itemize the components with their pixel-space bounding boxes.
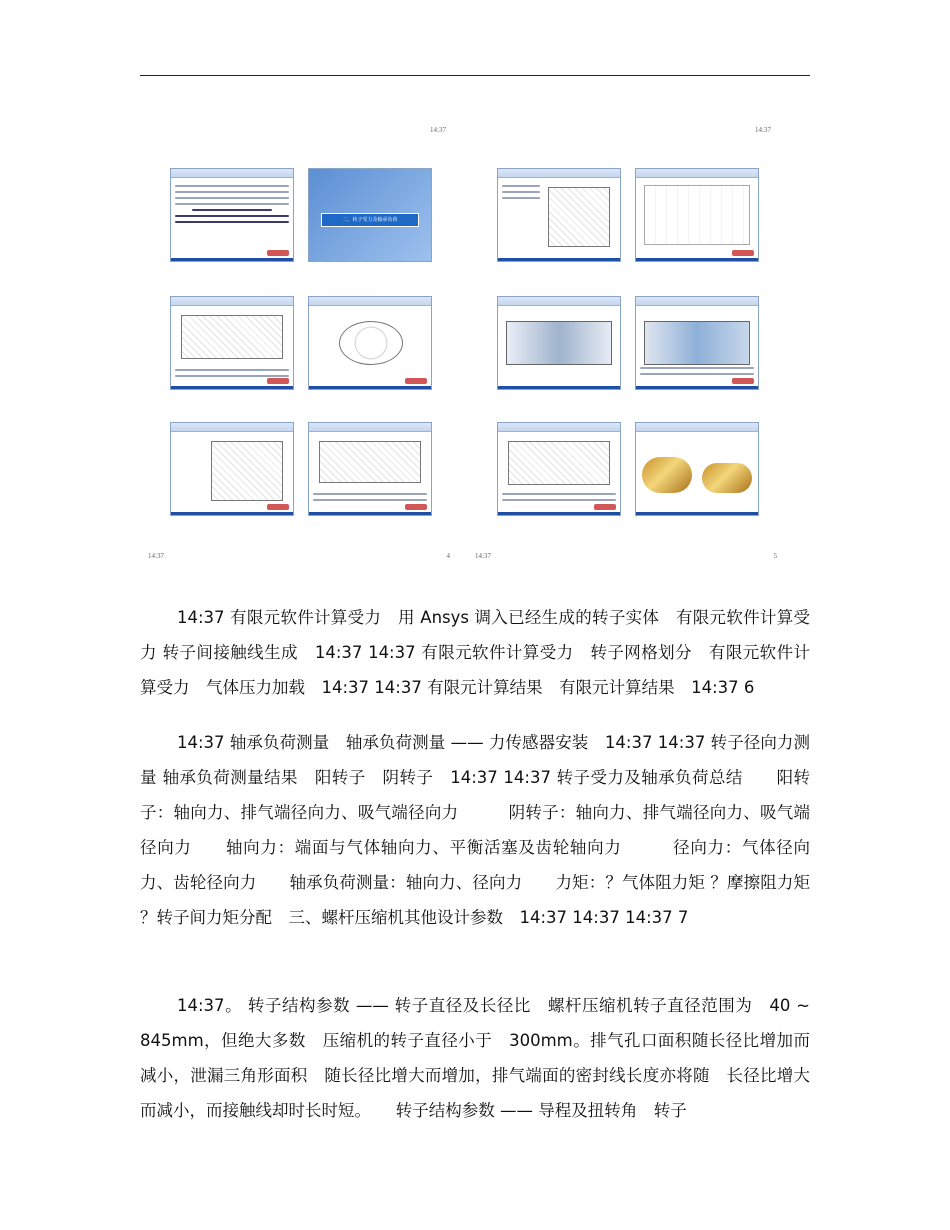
body-paragraph [140,600,810,705]
page-timestamp-top: 14:37 [755,126,771,134]
slide-page-left [148,120,458,565]
slide-thumbnail [308,422,432,516]
slide-thumbnail [497,296,621,390]
slide-page-right [475,120,785,565]
slide-thumbnail [635,422,759,516]
page-timestamp-bottom: 14:37 [148,552,164,560]
slide-thumbnail [497,168,621,262]
paragraph-text: 14:37 轴承负荷测量 轴承负荷测量 —— 力传感器安装 14:37 14:37 转子径向力测量 轴承负荷测量结果 阳转子 阴转子 14:37 14:37 转子受力及轴承负荷总结 阳转子：轴向力、排气端径向力、吸气端径向力 阴转子：轴向力、排气端径向力、吸气端径向力 轴向力：端面与气体轴向力、平衡活塞及齿轮轴向力 径向力：气体径向力、齿轮径向力 轴承负荷测量：轴向力、径向力 力矩：？气体阻力矩 ？摩擦阻力矩 ？转子间力矩分配 三、螺杆压缩机其他设计参数 14:37 14:37 14:37 7 [140,733,810,927]
slide-thumbnail [170,422,294,516]
header-rule [140,75,810,76]
page-timestamp-bottom: 14:37 [475,552,491,560]
slide-thumbnail [308,168,432,262]
slide-thumbnail [635,168,759,262]
body-paragraph [140,725,810,935]
page-timestamp-top: 14:37 [430,126,446,134]
slide-thumbnail [497,422,621,516]
slide-thumbnail [308,296,432,390]
paragraph-text: 14:37。 转子结构参数 —— 转子直径及长径比 螺杆压缩机转子直径范围为 40 ~ 845mm，但绝大多数 压缩机的转子直径小于 300mm。排气孔口面积随长径比增加而减小，泄漏三角形面积 随长径比增大而增加，排气端面的密封线长度亦将随 长径比增大而减小，而接触线却时长时短。 转子结构参数 —— 导程及扭转角 转子 [140,996,810,1120]
section-title-band: 二、转子受力及轴承负荷 [321,213,419,227]
slide-thumbnail [170,296,294,390]
paragraph-text: 14:37 有限元软件计算受力 用 Ansys 调入已经生成的转子实体 有限元软件计算受力 转子间接触线生成 14:37 14:37 有限元软件计算受力 转子网格划分 有限元软件计算受力 气体压力加载 14:37 14:37 有限元计算结果 有限元计算结果 14:37 6 [140,608,810,697]
slide-thumbnail [170,168,294,262]
page-number: 5 [773,552,777,560]
slide-thumbnail [635,296,759,390]
page-number: 4 [446,552,450,560]
body-paragraph [140,988,810,1128]
